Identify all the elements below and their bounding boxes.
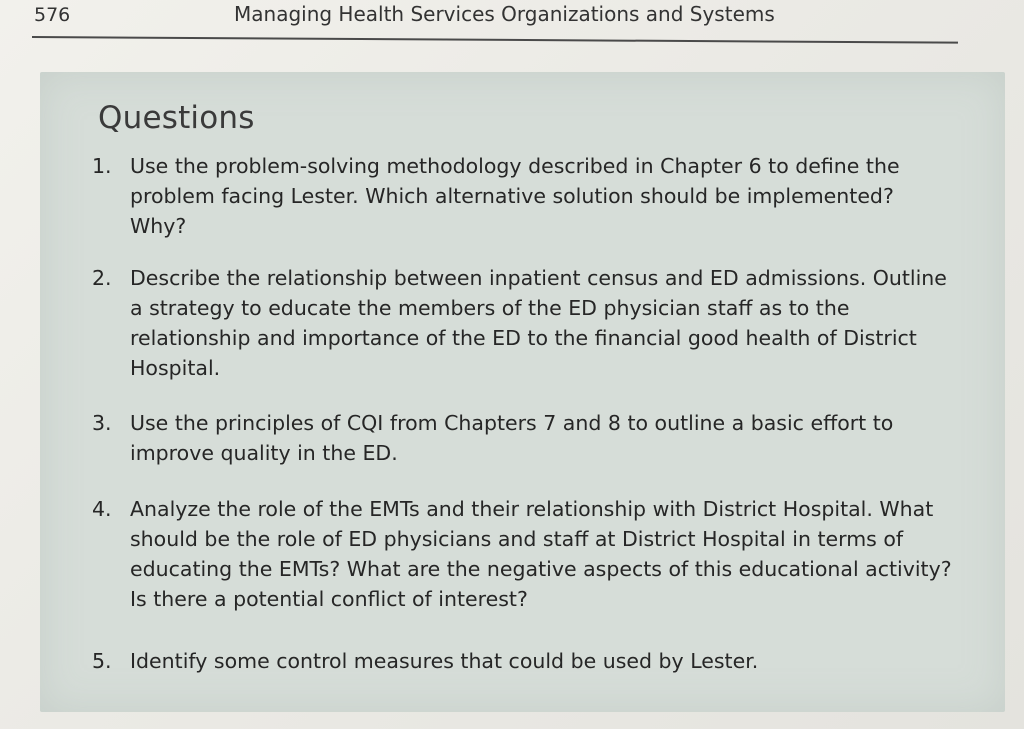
question-text: Use the principles of CQI from Chapters 7 and 8 to outline a basic effort to improve quality in the ED. xyxy=(130,411,894,465)
question-number: 4. xyxy=(92,497,112,521)
question-text: Identify some control measures that could be used by Lester. xyxy=(130,649,759,673)
question-text: Describe the relationship between inpatient census and ED admissions. Outline a strategy to educate the members of the ED physician staff as to the relationship and importance of the ED to the financial good health of District Hospital. xyxy=(130,266,947,380)
question-number: 3. xyxy=(92,411,112,435)
question-text: Use the problem-solving methodology described in Chapter 6 to define the problem facing Lester. Which alternative solution should be implemented? Why? xyxy=(130,154,900,238)
question-number: 2. xyxy=(92,266,112,290)
question-text: Analyze the role of the EMTs and their relationship with District Hospital. What should be the role of ED physicians and staff at District Hospital in terms of educating the EMTs? What are the negative aspects of this educational activity? Is there a potential conflict of interest? xyxy=(130,497,952,611)
section-title: Questions xyxy=(98,100,255,136)
question-item xyxy=(84,408,954,468)
question-number: 1. xyxy=(92,154,112,178)
question-item xyxy=(84,646,954,676)
running-head: Managing Health Services Organizations and Systems xyxy=(234,2,775,26)
question-item xyxy=(84,494,954,614)
question-item xyxy=(84,151,954,241)
page-number: 576 xyxy=(34,4,71,26)
header-rule xyxy=(32,36,958,44)
question-number: 5. xyxy=(92,649,112,673)
question-item xyxy=(84,263,954,383)
